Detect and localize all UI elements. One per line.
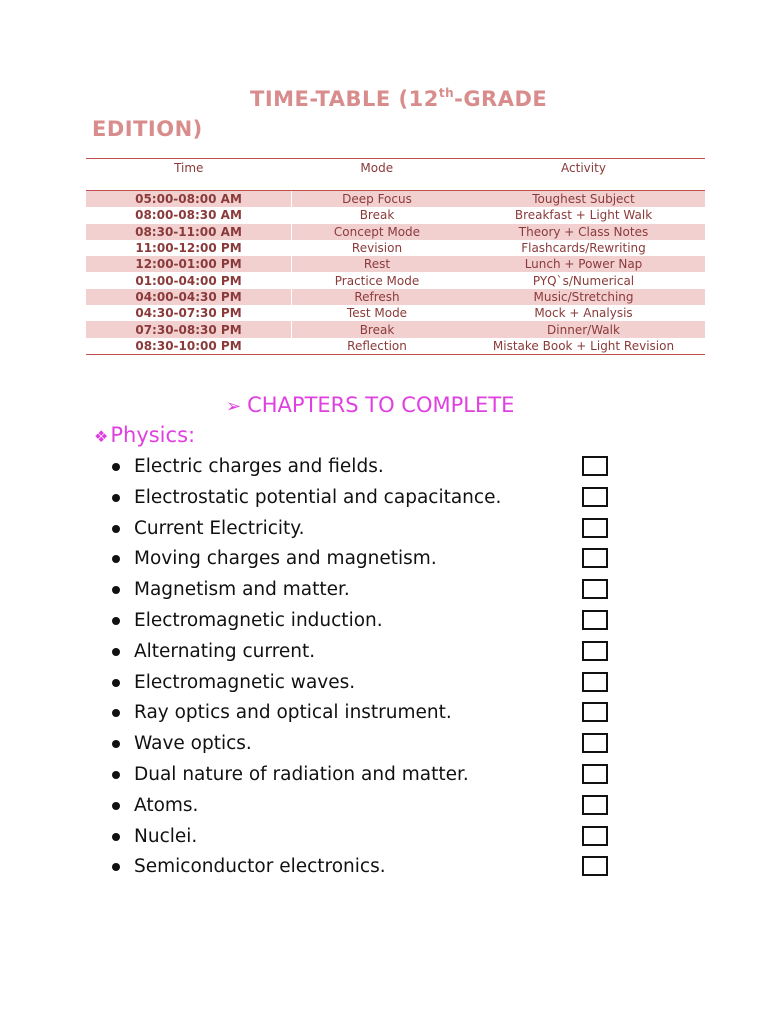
cell-time: 01:00-04:00 PM xyxy=(135,273,242,288)
chapter-label: Moving charges and magnetism. xyxy=(134,548,437,570)
page-title: TIME-TABLE (12th-GRADE EDITION) xyxy=(92,86,548,141)
cell-mode: Reflection xyxy=(292,338,463,355)
timetable-row xyxy=(86,191,705,208)
bullet-icon xyxy=(112,771,120,779)
empty-checkbox-icon[interactable] xyxy=(582,764,608,784)
chapter-item xyxy=(112,452,632,483)
bullet-icon xyxy=(112,709,120,717)
empty-checkbox-icon[interactable] xyxy=(582,702,608,722)
chapter-label: Atoms. xyxy=(134,794,199,816)
timetable-row xyxy=(86,207,705,223)
chapter-item xyxy=(112,483,632,514)
cell-time: 07:30-08:30 PM xyxy=(86,321,292,337)
cell-time: 08:30-10:00 PM xyxy=(86,338,292,355)
bullet-icon xyxy=(112,586,120,594)
col-header-activity: Activity xyxy=(462,159,705,191)
bullet-icon xyxy=(112,555,120,563)
cell-mode: Break xyxy=(292,321,463,337)
col-header-time: Time xyxy=(86,159,292,191)
cell-activity: Flashcards/Rewriting xyxy=(521,241,646,256)
timetable-row xyxy=(86,240,705,256)
bullet-icon xyxy=(112,740,120,748)
arrowhead-bullet-icon: ➢ xyxy=(226,396,242,417)
cell-time: 08:30-11:00 AM xyxy=(86,224,292,240)
chapter-label: Electromagnetic induction. xyxy=(134,609,383,631)
cell-mode: Break xyxy=(292,207,463,223)
bullet-icon xyxy=(112,525,120,533)
chapter-item xyxy=(112,544,632,575)
timetable-row xyxy=(86,305,705,321)
bullet-icon xyxy=(112,463,120,471)
cell-time: 05:00-08:00 AM xyxy=(86,191,292,208)
chapter-item xyxy=(112,606,632,637)
cell-mode: Concept Mode xyxy=(292,224,463,240)
empty-checkbox-icon[interactable] xyxy=(582,487,608,507)
timetable-row xyxy=(86,272,705,288)
cell-activity: PYQ`s/Numerical xyxy=(532,273,635,288)
cell-mode: Deep Focus xyxy=(292,191,463,208)
chapter-item xyxy=(112,575,632,606)
timetable-row xyxy=(86,338,705,355)
chapter-label: Magnetism and matter. xyxy=(134,579,350,601)
cell-mode: Refresh xyxy=(292,289,463,305)
bullet-icon xyxy=(112,802,120,810)
empty-checkbox-icon[interactable] xyxy=(582,456,608,476)
cell-time: 04:00-04:30 PM xyxy=(86,289,292,305)
bullet-icon xyxy=(112,648,120,656)
empty-checkbox-icon[interactable] xyxy=(582,518,608,538)
cell-activity: Lunch + Power Nap xyxy=(462,256,705,272)
chapter-item xyxy=(112,760,632,791)
timetable xyxy=(86,158,705,355)
chapter-item xyxy=(112,668,632,699)
cell-mode: Rest xyxy=(292,256,463,272)
chapter-label: Semiconductor electronics. xyxy=(134,856,386,878)
empty-checkbox-icon[interactable] xyxy=(582,672,608,692)
cell-time: 12:00-01:00 PM xyxy=(86,256,292,272)
cell-mode: Revision xyxy=(292,240,463,256)
subject-heading: ❖Physics: xyxy=(94,423,196,447)
chapter-label: Nuclei. xyxy=(134,825,198,847)
chapter-checklist xyxy=(112,452,632,883)
empty-checkbox-icon[interactable] xyxy=(582,610,608,630)
diamond-bullet-icon: ❖ xyxy=(94,427,109,446)
cell-activity: Mistake Book + Light Revision xyxy=(462,338,705,355)
chapter-item xyxy=(112,852,632,883)
chapter-label: Dual nature of radiation and matter. xyxy=(134,763,469,785)
cell-activity: Music/Stretching xyxy=(462,289,705,305)
chapter-item xyxy=(112,791,632,822)
chapter-item xyxy=(112,729,632,760)
timetable-row xyxy=(86,289,705,305)
empty-checkbox-icon[interactable] xyxy=(582,641,608,661)
chapter-item xyxy=(112,514,632,545)
col-header-mode: Mode xyxy=(292,159,463,191)
cell-time: 08:00-08:30 AM xyxy=(135,208,242,223)
cell-activity: Breakfast + Light Walk xyxy=(514,208,653,223)
timetable-row xyxy=(86,224,705,240)
timetable-row xyxy=(86,321,705,337)
bullet-icon xyxy=(112,679,120,687)
chapter-item xyxy=(112,822,632,853)
bullet-icon xyxy=(112,833,120,841)
cell-mode: Practice Mode xyxy=(292,272,463,288)
chapter-label: Wave optics. xyxy=(134,733,252,755)
cell-activity: Toughest Subject xyxy=(462,191,705,208)
chapter-label: Ray optics and optical instrument. xyxy=(134,702,452,724)
chapter-item xyxy=(112,637,632,668)
chapter-label: Electromagnetic waves. xyxy=(134,671,356,693)
cell-activity: Mock + Analysis xyxy=(534,306,633,321)
cell-time: 04:30-07:30 PM xyxy=(135,306,242,321)
timetable-row xyxy=(86,256,705,272)
bullet-icon xyxy=(112,617,120,625)
bullet-icon xyxy=(112,494,120,502)
chapter-label: Electric charges and fields. xyxy=(134,456,384,477)
chapter-label: Current Electricity. xyxy=(134,517,305,539)
empty-checkbox-icon[interactable] xyxy=(582,733,608,753)
chapters-heading: ➢ CHAPTERS TO COMPLETE xyxy=(226,393,515,417)
chapter-item xyxy=(112,698,632,729)
chapter-label: Electrostatic potential and capacitance. xyxy=(134,486,502,508)
cell-activity: Dinner/Walk xyxy=(462,321,705,337)
empty-checkbox-icon[interactable] xyxy=(582,548,608,568)
empty-checkbox-icon[interactable] xyxy=(582,579,608,599)
timetable-header-row xyxy=(86,159,705,191)
bullet-icon xyxy=(112,863,120,871)
empty-checkbox-icon[interactable] xyxy=(582,795,608,815)
chapter-label: Alternating current. xyxy=(134,640,316,662)
cell-mode: Test Mode xyxy=(292,305,463,321)
empty-checkbox-icon[interactable] xyxy=(582,826,608,846)
cell-activity: Theory + Class Notes xyxy=(462,224,705,240)
empty-checkbox-icon[interactable] xyxy=(582,856,608,876)
cell-time: 11:00-12:00 PM xyxy=(135,241,242,256)
